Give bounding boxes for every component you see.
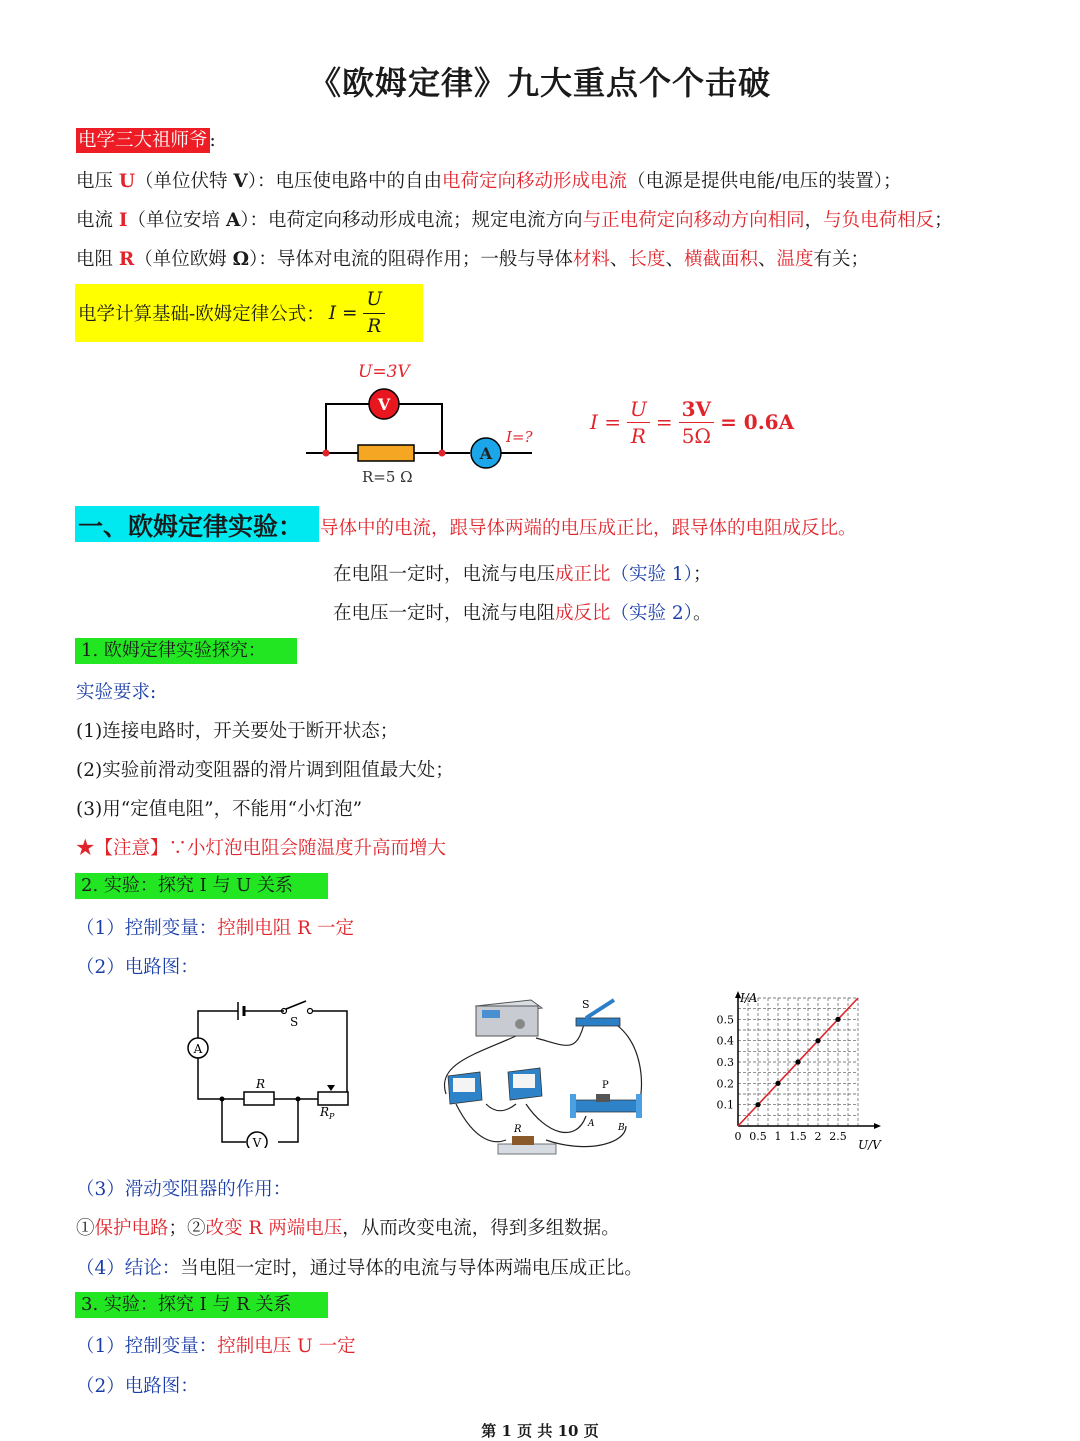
req-1: (1)连接电路时，开关要处于断开状态； — [76, 721, 399, 742]
data-point — [815, 1038, 820, 1043]
formula-label: 电学计算基础-欧姆定律公式： — [78, 304, 325, 325]
switch-icon — [286, 1001, 306, 1009]
resistor-icon — [498, 1136, 556, 1154]
svg-text:B: B — [618, 1123, 625, 1133]
x-tick-label: 2.5 — [829, 1130, 847, 1143]
formula-fraction: $\frac{U}{R}$ — [363, 287, 385, 340]
svg-text:R: R — [514, 1124, 522, 1135]
page-footer: 第 1 页 共 10 页 — [481, 1422, 599, 1440]
rheostat-title: （3）滑动变阻器的作用： — [76, 1179, 292, 1200]
circuit-schematic — [180, 996, 365, 1148]
svg-text:V: V — [252, 1136, 262, 1148]
sub1-heading: 1. 欧姆定律实验探究： — [75, 638, 297, 664]
y-tick-label: 0.1 — [716, 1098, 734, 1112]
ammeter-icon — [448, 1072, 482, 1104]
current-line: 电流 I（单位安培 A）：电荷定向移动形成电流；规定电流方向与正电荷定向移动方向相同，与负电荷相反； — [76, 210, 953, 231]
x-tick-label: 0.5 — [749, 1130, 767, 1143]
data-point — [835, 1017, 840, 1022]
voltage-line: 电压 U（单位伏特 V）：电压使电路中的自由电荷定向移动形成电流（电源是提供电能/电压的装置）； — [76, 171, 902, 192]
svg-text:R: R — [256, 1077, 266, 1091]
sub3-diagram-title: （2）电路图： — [76, 1376, 199, 1397]
chart-ticks — [717, 1013, 847, 1143]
x-axis-label: U/V — [858, 1138, 881, 1152]
power-supply-icon — [476, 1000, 542, 1036]
ancestors-heading-line — [76, 126, 216, 152]
x-tick-label: 1.5 — [789, 1130, 807, 1143]
req-2: (2)实验前滑动变阻器的滑片调到阻值最大处； — [76, 760, 454, 781]
svg-text:S: S — [290, 1015, 299, 1029]
svg-text:S: S — [582, 998, 590, 1011]
resistor-icon — [358, 445, 414, 461]
svg-text:P: P — [602, 1080, 609, 1091]
sub3-ctrl: （1）控制变量：控制电压 U 一定 — [76, 1336, 356, 1357]
svg-text:A: A — [193, 1042, 203, 1056]
x-tick-label: 1 — [774, 1130, 782, 1143]
svg-text:V: V — [377, 395, 391, 414]
resistor-icon — [244, 1092, 274, 1105]
y-tick-label: 0.5 — [716, 1013, 734, 1027]
data-point — [775, 1081, 780, 1086]
sub3-heading: 3. 实验：探究 I 与 R 关系 — [75, 1292, 328, 1318]
calc-fraction-2: $\frac{3V}{5\Omega}$ — [679, 396, 714, 449]
rule-1: 在电阻一定时，电流与电压成正比（实验 1）； — [333, 564, 712, 585]
example-circuit — [300, 356, 550, 488]
iu-graph — [704, 988, 890, 1154]
req-title: 实验要求: — [76, 682, 157, 703]
section1-statement: 导体中的电流，跟导体两端的电压成正比，跟导体的电阻成反比。 — [320, 518, 857, 539]
x-tick-label: 0 — [734, 1130, 742, 1143]
conclusion: （4）结论：当电阻一定时，通过导体的电流与导体两端电压成正比。 — [76, 1258, 643, 1279]
i-label: I=? — [506, 428, 533, 446]
r-label: R=5 Ω — [362, 468, 413, 486]
y-tick-label: 0.2 — [716, 1077, 734, 1091]
apparatus-illustration — [436, 994, 646, 1162]
y-tick-label: 0.4 — [716, 1034, 734, 1048]
x-axis-arrow — [874, 1123, 881, 1129]
note: ★【注意】∵小灯泡电阻会随温度升高而增大 — [76, 838, 447, 859]
svg-text:A: A — [479, 444, 493, 463]
formula-content — [78, 286, 385, 340]
calc-fraction-1: $\frac{U}{R}$ — [627, 396, 650, 449]
u-label: U=3V — [358, 362, 410, 382]
y-tick-label: 0.3 — [716, 1056, 734, 1069]
svg-text:R: R — [320, 1105, 330, 1119]
sub2-ctrl: （1）控制变量：控制电阻 R 一定 — [76, 918, 354, 939]
rheostat-icon — [570, 1094, 642, 1118]
ancestors-heading: 电学三大祖师爷 — [78, 130, 208, 151]
sub2-heading: 2. 实验：探究 I 与 U 关系 — [75, 873, 328, 899]
req-3: (3)用“定值电阻”，不能用“小灯泡” — [76, 799, 363, 820]
data-point — [795, 1059, 800, 1064]
rule-2: 在电压一定时，电流与电阻成反比（实验 2）。 — [333, 603, 712, 624]
voltmeter-icon — [508, 1068, 542, 1100]
example-calc: I = $\frac{U}{R}$ = $\frac{3V}{5\Omega}$ = 0.6A — [590, 396, 795, 448]
svg-text:A: A — [588, 1119, 595, 1129]
formula-lhs: I = — [328, 302, 358, 324]
colon: : — [209, 130, 216, 151]
y-axis-label: I/A — [740, 991, 758, 1005]
section1-heading: 一、欧姆定律实验： — [78, 512, 304, 541]
page-title: 《欧姆定律》九大重点个个击破 — [308, 64, 771, 102]
rheostat-role: ①保护电路；②改变 R 两端电压，从而改变电流，得到多组数据。 — [76, 1218, 620, 1239]
rheostat-icon — [318, 1092, 348, 1105]
resistance-line: 电阻 R（单位欧姆 Ω）：导体对电流的阻碍作用；一般与导体材料、长度、横截面积、温度有关； — [76, 249, 870, 270]
svg-text:P: P — [329, 1112, 335, 1121]
sub2-diagram-title: （2）电路图： — [76, 957, 199, 978]
data-point — [755, 1102, 760, 1107]
x-tick-label: 2 — [814, 1130, 822, 1143]
